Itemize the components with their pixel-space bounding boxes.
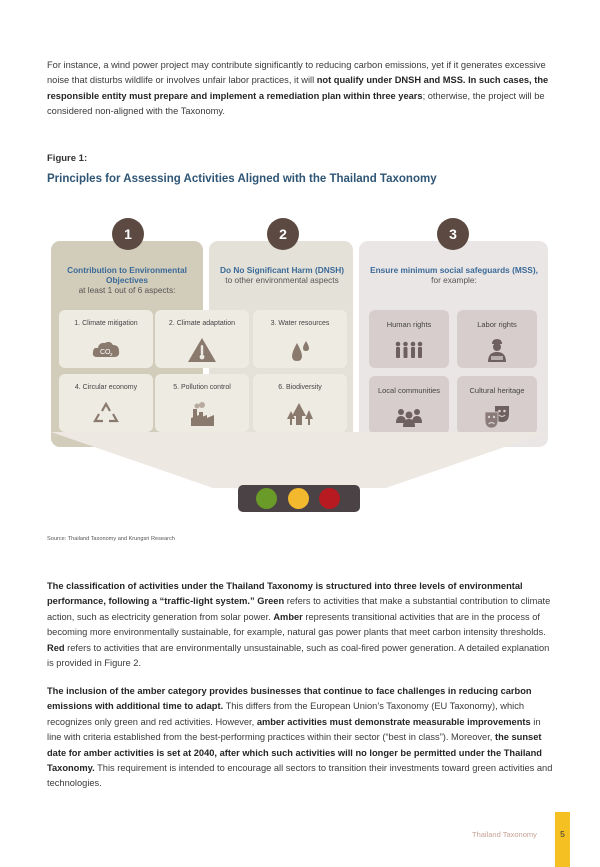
trees-icon <box>285 401 315 427</box>
safeguard-card-local-communities <box>369 376 449 434</box>
figure-source: Source: Thailand Taxonomy and Krungsri Research <box>47 536 175 542</box>
aspect-card-pollution-control <box>155 374 249 432</box>
intro-text-1: For instance, a wind power project may contribute significantly to reducing carbon emissions, yet if it generates excessive noise that disturbs wildlife or involves unfair labor practices, it will <box>47 60 546 86</box>
heading-subtitle: to other environmental aspects <box>225 275 339 285</box>
heading-title: Do No Significant Harm (DNSH) <box>220 265 344 275</box>
safeguard-label: Labor rights <box>477 320 517 329</box>
green-light <box>256 488 277 509</box>
column-heading-3 <box>364 265 544 285</box>
classification-text-1: refers to activities that make a substantial contribution to climate action, such as electricity generation from solar power. <box>47 596 551 622</box>
aspect-card-climate-mitigation <box>59 310 153 368</box>
page-number-box <box>555 812 570 867</box>
amber-text-3: This requirement is intended to encourage all sectors to transition their investments toward green activities and technologies. <box>47 763 553 789</box>
safeguard-label: Local communities <box>377 386 441 395</box>
recycle-icon <box>91 401 121 427</box>
column-heading-2 <box>212 265 352 285</box>
safeguard-card-human-rights <box>369 310 449 368</box>
amber-bold-3: the sunset date for amber activities is set at 2040, after which such activities will no longer be permitted under the Thailand Taxonomy. <box>47 732 542 774</box>
people-group-icon <box>394 337 424 363</box>
amber-paragraph <box>47 684 557 792</box>
page-number: 5 <box>560 829 565 839</box>
footer-title: Thailand Taxonomy <box>472 830 537 839</box>
safeguard-label: Human rights <box>386 320 432 329</box>
traffic-light <box>238 485 360 512</box>
svg-text:2: 2 <box>110 352 113 357</box>
green-term: Green <box>257 596 285 607</box>
step-number-3: 3 <box>437 218 469 250</box>
amber-term: Amber <box>273 611 303 622</box>
safeguard-card-labor-rights <box>457 310 537 368</box>
intro-bold: not qualify under DNSH and MSS. In such cases, the responsible entity must prepare and implement a remediation plan within three years <box>47 75 549 101</box>
aspect-label: 3. Water resources <box>270 320 330 327</box>
aspect-card-circular-economy <box>59 374 153 432</box>
water-drops-icon <box>285 337 315 363</box>
factory-icon <box>187 401 217 427</box>
aspect-label: 6. Biodiversity <box>278 384 322 391</box>
step-number-2: 2 <box>267 218 299 250</box>
heading-title: Ensure minimum social safeguards (MSS), <box>370 265 538 275</box>
amber-bold-2: amber activities must demonstrate measurable improvements <box>256 716 531 727</box>
funnel-shape <box>51 432 548 492</box>
classification-text-3: refers to activities that are environmentally unsustainable, such as coal-fired power generation. A detailed explanation is provided in Figure 2. <box>47 642 550 669</box>
aspect-label: 4. Circular economy <box>74 384 138 391</box>
amber-light <box>288 488 309 509</box>
amber-bold-lead: The inclusion of the amber category provides businesses that continue to face challenges in reducing carbon emissions with additional time to adapt. <box>47 686 532 712</box>
safeguard-label: Cultural heritage <box>469 386 525 395</box>
worker-icon <box>482 337 512 363</box>
heading-title: Contribution to Environmental Objectives <box>67 265 187 285</box>
theater-masks-icon <box>482 403 512 429</box>
aspect-card-water-resources <box>253 310 347 368</box>
column-heading-1 <box>56 265 198 295</box>
aspect-card-climate-adaptation <box>155 310 249 368</box>
classification-bold-lead: The classification of activities under the Thailand Taxonomy is structured into three levels of environmental performance, following a “traffic-light system.” <box>47 581 523 607</box>
heading-subtitle: at least 1 out of 6 aspects: <box>78 285 176 295</box>
intro-paragraph <box>47 58 557 120</box>
heading-subtitle: for example: <box>431 275 477 285</box>
figure-label: Figure 1: <box>47 153 88 164</box>
community-icon <box>394 403 424 429</box>
aspect-label: 1. Climate mitigation <box>74 320 138 327</box>
safeguard-card-cultural-heritage <box>457 376 537 434</box>
aspect-label: 5. Pollution control <box>173 384 231 391</box>
amber-text-1: This differs from the European Union’s Taxonomy (EU Taxonomy), which recognizes only green and red activities. However, <box>47 701 525 727</box>
classification-paragraph <box>47 579 557 671</box>
red-light <box>319 488 340 509</box>
amber-text-2: in line with criteria established from the best-performing practices within their sector (“best in class”). Moreover, <box>47 716 541 743</box>
thermometer-warning-icon <box>187 337 217 363</box>
classification-text-2: represents transitional activities that are in the process of becoming more environmentally sustainable, for example, natural gas power plants that meet carbon intensity thresholds. <box>47 611 546 638</box>
aspect-card-biodiversity <box>253 374 347 432</box>
aspect-label: 2. Climate adaptation <box>168 320 236 327</box>
co2-text: CO <box>100 349 111 356</box>
intro-text-2: ; otherwise, the project will be considered non-aligned with the Taxonomy. <box>47 90 545 117</box>
red-term: Red <box>47 642 65 653</box>
figure-title: Principles for Assessing Activities Aligned with the Thailand Taxonomy <box>47 173 437 185</box>
step-number-1: 1 <box>112 218 144 250</box>
co2-cloud-icon <box>91 337 121 363</box>
